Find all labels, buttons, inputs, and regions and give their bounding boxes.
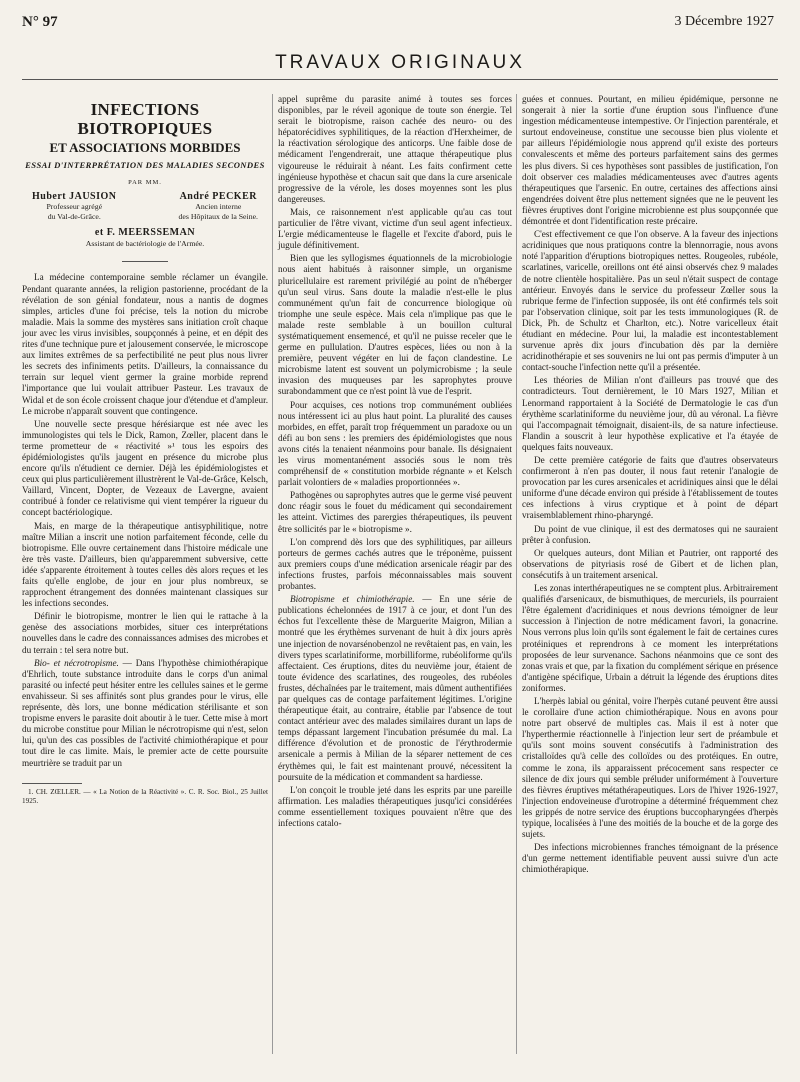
section-rule	[22, 79, 778, 80]
author-role: du Val-de-Grâce.	[47, 211, 101, 221]
paragraph: Or quelques auteurs, dont Milian et Pautrier, ont rapporté des observations de pityriasis rosé de Gibert et de lichen plan, consécutifs à un traitement arsenical.	[522, 547, 778, 580]
author-name: André PECKER	[179, 191, 257, 203]
footnote: 1. CH. ZŒLLER. — « La Notion de la Réactivité ». C. R. Soc. Biol., 25 Juillet 1925.	[22, 787, 268, 805]
article-essai: ESSAI D'INTERPRÉTATION DES MALADIES SECONDES	[25, 160, 265, 170]
paragraph: Bien que les syllogismes équationnels de la microbiologie nous aient habitués à raisonner simple, un organisme pluricellulaire est rarement privilégié au point de n'héberger qu'un seul virus. Sans doute la maladie n'est-elle le plus communément qu'un fait de concurrence biologique où triomphe une seule espèce. Mais cela n'implique pas que le malade reste semblable à un bouillon cultural systématiquement ensemencé, et qu'il ne puisse receler que le germe en pullulation. D'autres espèces, liées ou non à la première, peuvent végéter en lui de façon clandestine. Le microbisme latent est souvent un polymicrobisme ; la seule invasion des muqueuses par les saprophytes prouve surabondamment que ce n'est point là vue de l'esprit.	[278, 253, 512, 397]
paragraph: Une nouvelle secte presque hérésiarque est née avec les immunologistes qui tels le Dick, Ramon, Zœller, placent dans le terme prometteur de « réactivité »¹ tous les espoirs des épidémiologistes qu'ils jaugent en présence du microbe plus encore qu'ils n'étudient ce dernier. Déjà les épidémiologistes et ceux qui plus particulièrement illustrèrent le Val-de-Grâce, Kelsch, Vaillard, Vincent, Dopter, de Vezeaux de Lavergne, avaient contribué à fonder ce relativisme qui vient tempérer la rigueur du concept bactériologique.	[22, 418, 269, 518]
author-name: et F. MEERSSEMAN	[94, 227, 196, 239]
title-rule	[122, 261, 168, 262]
column-2	[278, 94, 512, 831]
paragraph-text: — En une série de publications échelonnées de 1917 à ce jour, et dont l'un des échos fut l'excellente thèse de Marguerite Maigron, Milian a montré que les érythèmes survenant de huit à dix jours après une injection de novarsénobenzol ne revêtaient pas, en vain, les divers types scarlatiniforme, morbilliforme, rubéoliforme qu'ils affectaient. Ces éruptions, dites du neuvième jour, étaient de toute évidence des scarlatines, des rougeoles, des rubéoles frustes, déchaînées par le traitement, mais dûment authentifiées par quelques cas de contage parfaitement légitimes. L'origine thérapeutique était, au contraire, établie par l'absence de tout contact antérieur avec des malades similaires durant un laps de temps dépassant largement l'incubation présumée du mal. La différence d'évolution et de pronostic de l'érythrodermie arsenicale a permis à Milian de la séparer nettement de ces érythèmes qui, le fait est maintenant prouvé, nécessitent la poursuite de la médication et commandent sa hardiesse.	[278, 594, 512, 782]
paragraph: L'on comprend dès lors que des syphilitiques, par ailleurs porteurs de germes cachés autres que le tréponème, puissent aux premiers coups d'une médication arsenicale réagir par des infections frustes, parfois méconnaissables mais souvent probantes.	[278, 536, 512, 592]
paragraph: Définir le biotropisme, montrer le lien qui le rattache à la genèse des associations morbides, situer ces interprétations nouvelles dans le cadre des connaissances admises des microbes et du terrain : tel sera notre but.	[22, 611, 268, 655]
column-divider-2	[516, 94, 517, 1054]
author-role: Professeur agrégé	[46, 202, 103, 212]
column-3	[522, 94, 778, 877]
paragraph: Les théories de Milian n'ont d'ailleurs pas trouvé que des contradicteurs. Tout dernièrement, le 10 Mars 1927, Milian et Lenormand rapportaient à la Société de Dermatologie le cas d'un érythème scarlatiniforme du neuvième jour, dû au véronal. La fièvre qui l'accompagnait témoignait, disaient-ils, de sa nature infectieuse. Flandin a souscrit à leur hypothèse explicative et l'a étayée de quelques faits nouveaux.	[522, 375, 778, 452]
author-role: Assistant de bactériologie de l'Armée.	[85, 239, 205, 249]
paragraph: guées et connues. Pourtant, en milieu épidémique, personne ne songerait à nier la sortie d'une éruption sous l'influence d'une ingestion médicamenteuse intempestive. Or l'injection parentérale, et surtout endoveineuse, constitue une secousse bien plus violente et par ailleurs l'épidémiologie nous apprend qu'il existe des porteurs convalescents et même des porteurs parfaitement sains des germes les plus divers. Si ces hypothèses sont passibles de justification, l'on doit observer ces maladies médicamenteuses avec d'autres agents thérapeutiques que l'arsenic. En outre, certaines des affections ainsi engendrées doivent être plus nettement signées que ne le peuvent les fièvres éruptives dont l'origine microbienne est plus soupçonnée que démontrée et dont l'identification reste précaire.	[522, 94, 778, 227]
article-title: INFECTIONS BIOTROPIQUES	[77, 100, 213, 138]
paragraph: Pathogènes ou saprophytes autres que le germe visé peuvent donc réagir sous le fouet du médicament qui secondairement les atteint. Victimes des parergies thérapeutiques, ils peuvent être sollicités par le « biotropisme ».	[278, 490, 512, 534]
paragraph	[278, 594, 512, 783]
authors-row	[22, 191, 268, 221]
paragraph: appel suprême du parasite animé à toutes ses forces disponibles, par le réveil agonique de toute son énergie. Tel serait le biotropisme, raison cachée des neuro- ou des hépatorécidives syphilitiques, de la réaction d'Herxheimer, de la réactivation sérologique des anticorps. Une faible dose de médicament l'engendrerait, une attaque thérapeutique plus vigoureuse le réduirait à néant. Les faits confirment cette ingénieuse hypothèse et chacun sait que dans la cure arsenicale progressive de la vérole, les doses moyennes sont les plus dangereuses.	[278, 94, 512, 204]
paragraph: L'herpès labial ou génital, voire l'herpès cutané peuvent être aussi le corollaire d'une action chimiothérapique. Nous en avons pour notre part observé de multiples cas. Mais il est à noter que l'hyperthermie réactionnelle à l'injection leur sert de préambule et qu'ils sont moins souvent consécutifs à l'administration des cristalloïdes qu'à celle des colloïdes ou des protéiques. En outre, comme le zona, ils apparaissent précocement sans respecter ce silence de dix jours qui semble préluder uniformément à l'ouverture des fièvres éruptives métathérapeutiques. Lors de l'hiver 1926-1927, l'injection endoveineuse d'urotropine a déterminé fréquemment chez les grippés de notre service des éruptions buccopharyngées d'herpès typique, localisées à l'une des moitiés de la bouche et de la gorge des sujets.	[522, 695, 778, 840]
column-1-body	[22, 272, 268, 768]
subsection-heading: Biotropisme et chimiothérapie.	[290, 594, 415, 605]
paragraph: La médecine contemporaine semble réclamer un évangile. Pendant quarante années, la religion pastorienne, procédant de la révélation de son génial fondateur, nous a nantis de dogmes simples, articles d'une foi précise, tels la notion du microbe maladie. Mais la somme des mystères sans initiation croît chaque jour avec les virus invisibles, soupçonnés à peine, et en dépit des rites d'une technique pure et jalousement conservée, le microscope aux limites extrêmes de sa perfectibilité ne peut plus nous livrer les secrets des infiniments petits. D'ailleurs, la connaissance du terrain sur lequel vient germer la graine morbide reprend l'importance que lui voulait attribuer Pasteur. Les travaux de Widal et de son école croissent chaque jour d'étendue et d'ampleur. Le microbe n'apparaît souvent que contingence.	[22, 272, 268, 416]
footnote-rule	[22, 783, 82, 784]
section-title: TRAVAUX ORIGINAUX	[275, 52, 525, 73]
column-divider-1	[272, 94, 273, 1054]
subsection-heading: Bio- et nécrotropisme.	[34, 657, 119, 668]
paragraph: C'est effectivement ce que l'on observe. A la faveur des injections acridiniques que nous pratiquons contre la blennorragie, nous avons noté l'apparition d'éruptions biotropiques nettes. Rougeoles, rubéole, scarlatines, varicelle, oreillons ont été ainsi observés chez 9 malades de notre clientèle hospitalière. Pas un seul n'était suspect de contage antérieur. Envoyés dans le service du professeur Zœller sous la rubrique ferme de l'infection supposée, ils ont été confirmés tels soit par l'observation clinique, soit par les tests immunologiques (R. de Dick, Ph. de Schultz et Charlton, etc.). Notre varicelleux était étudiant en médecine. Pour lui, la maladie est incontestablement survenue après dix jours d'incubation dès par la dernière acridinothérapie et ses souvenirs ne lui ont pas permis d'imputer à un contact-souche l'infection nette qu'il a présentée.	[522, 229, 778, 373]
paragraph: De cette première catégorie de faits que d'autres observateurs confirmeront à n'en pas douter, il nous faut retenir l'analogie de provocation par les cures arsenicales et acridiniques ainsi que le délai uniforme d'une décade environ qui préside à l'établissement de toutes ces infections à virus cryptique et à point de départ vraisemblablement rhino-pharyngé.	[522, 455, 778, 521]
paragraph	[22, 658, 268, 769]
author-role: Ancien interne	[195, 202, 242, 212]
issue-date: 3 Décembre 1927	[674, 14, 774, 29]
article-subtitle: ET ASSOCIATIONS MORBIDES	[49, 140, 241, 155]
par-mm: PAR MM.	[128, 179, 162, 187]
author-meersseman	[22, 227, 268, 249]
column-1	[22, 94, 268, 806]
issue-number: N° 97	[22, 14, 58, 30]
paragraph: Pour acquises, ces notions trop communément oubliées nous intéressent ici au plus haut point. La pluralité des causes morbides, en effet, paraît trop fréquemment un paradoxe ou un défi au bon sens : les premiers des épidémiologistes que nous avons cités la tenaient néanmoins pour banale. Ils désignaient les virus momentanément associés sous le nom très compréhensif de « constitution morbide régnante » et Kelsch parlait volontiers de « maladies proportionnées ».	[278, 399, 512, 488]
paragraph: Mais, ce raisonnement n'est applicable qu'au cas tout particulier de l'être vivant, victime d'un seul agent infectieux. L'ergie médicamenteuse le flagelle et l'excite d'abord, puis le jugule définitivement.	[278, 206, 512, 251]
paragraph: Mais, en marge de la thérapeutique antisyphilitique, notre maître Milian a inscrit une notion parfaitement féconde, celle du biotropisme. Elle ouvre certainement dans l'histoire médicale une ère très vaste. D'ailleurs, bien qu'apparemment subversive, cette idée s'apparente étroitement à toutes celles dès alors reçues et les faits qu'elle englobe, de jour en jour plus nombreux, se rapprochent étrangement des données maintenant classiques sur les infections secondes.	[22, 520, 268, 609]
paragraph: Des infections microbiennes franches témoignant de la présence d'un germe nettement identifiable peuvent aussi suivre d'un acte chimiothérapique.	[522, 842, 778, 875]
paragraph: Les zonas interthérapeutiques ne se comptent plus. Arbitrairement qualifiés d'arsenicaux, de bismuthiques, de mercuriels, ils pourraient l'être également d'acridiniques et nous devrions témoigner de leur succession à l'injection de notre médicament favori, la gonacrine. Nous verrons plus loin qu'ils sont également le fait de certaines cures protéiniques et reprendrons à ce moment les interprétations proposées de leur survenance. Sachons néanmoins que ce sont des zonas vrais et que, par la fixation du complément sérique en présence d'antigène spécifique, Urbain a détruit la légende des éruptions dites zoniformes.	[522, 583, 778, 693]
author-pecker	[179, 191, 258, 221]
author-role: des Hôpitaux de la Seine.	[178, 211, 258, 221]
paragraph: L'on conçoit le trouble jeté dans les esprits par une pareille affirmation. Les maladies thérapeutiques jusqu'ici considérées comme essentiellement toxiques pouvaient n'être que des infections catalo-	[278, 784, 512, 828]
paragraph: Du point de vue clinique, il est des dermatoses qui ne sauraient prêter à confusion.	[522, 523, 778, 545]
paragraph-text: — Dans l'hypothèse chimiothérapique d'Ehrlich, toute substance introduite dans le corps d'un animal parasité ou infecté peut hésiter entre les cellules saines et le germe envahisseur. Si ses affinités sont plus grandes pour le virus, elle représente, dès lors, une bonne médication stérilisante et son tropisme envers le parasite doit aboutir à le tuer. Cette mise à mort du microbe constitue pour Milian le nécrotropisme qui n'est, selon lui, qu'un des cas possibles de l'activité chimiothérapique et pour tout dire le cas limite. Mais, le premier acte de cette poursuite meurtrière se traduit par un	[22, 657, 269, 768]
author-jausion	[32, 191, 117, 221]
author-name: Hubert JAUSION	[32, 191, 117, 203]
